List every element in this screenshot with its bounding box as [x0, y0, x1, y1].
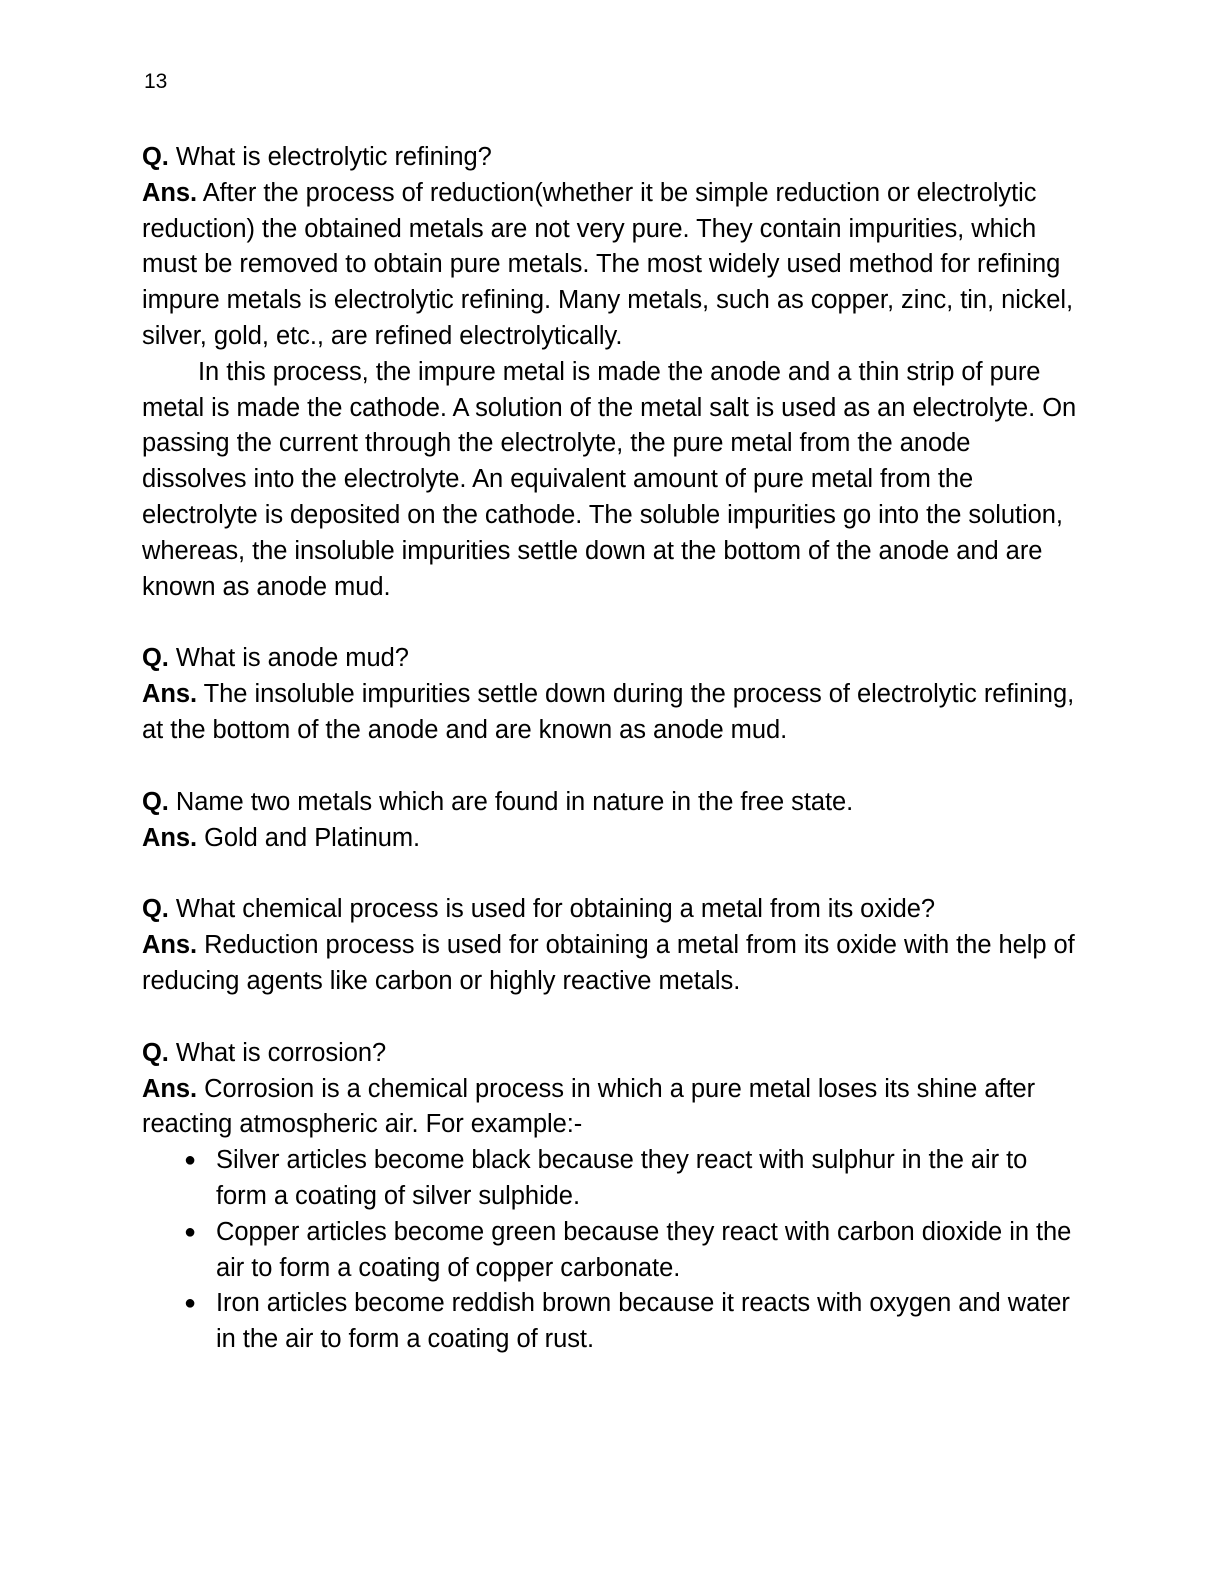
answer-text: Corrosion is a chemical process in which a pure metal loses its shine after reacting atmospheric air. For example:- — [142, 1074, 1036, 1139]
answer-line — [142, 176, 1078, 355]
corrosion-examples-list — [142, 1143, 1078, 1358]
list-item-text: Iron articles become reddish brown because it reacts with oxygen and water in the air to form a coating of rust. — [216, 1289, 1070, 1354]
question-text: What chemical process is used for obtaining a metal from its oxide? — [168, 895, 936, 924]
list-item-text: Silver articles become black because they react with sulphur in the air to form a coating of silver sulphide. — [216, 1146, 1028, 1210]
list-item — [142, 1143, 1078, 1215]
qa-block — [142, 641, 1078, 748]
question-text: What is anode mud? — [168, 644, 409, 673]
question-text: What is corrosion? — [168, 1038, 387, 1067]
answer-text: After the process of reduction(whether it be simple reduction or electrolytic reduction) the obtained metals are not very pure. They contain impurities, which must be removed to obtain pure metals. The most widely used method for refining impure metals is electrolytic refining. Many metals, such as copper, zinc, tin, nickel, silver, gold, etc., are refined electrolytically. — [142, 178, 1074, 350]
answer-label: Ans. — [142, 680, 198, 709]
question-line — [142, 641, 1078, 677]
question-line — [142, 892, 1078, 928]
bullet-icon: ● — [184, 1292, 197, 1315]
answer-extra-paragraph: In this process, the impure metal is made the anode and a thin strip of pure metal is made the cathode. A solution of the metal salt is used as an electrolyte. On passing the current through the electrolyte, the pure metal from the anode dissolves into the electrolyte. An equivalent amount of pure metal from the electrolyte is deposited on the cathode. The soluble impurities go into the solution, whereas, the insoluble impurities settle down at the bottom of the anode and are known as anode mud. — [142, 357, 1077, 601]
list-item — [142, 1286, 1078, 1358]
qa-block — [142, 785, 1078, 857]
document-body — [142, 140, 1078, 1358]
bullet-icon: ● — [184, 1149, 197, 1172]
question-label: Q. — [142, 1038, 169, 1067]
qa-block — [142, 892, 1078, 999]
answer-text: Reduction process is used for obtaining a metal from its oxide with the help of reducing agents like carbon or highly reactive metals. — [142, 931, 1075, 995]
answer-label: Ans. — [142, 178, 198, 207]
answer-line — [142, 1072, 1078, 1144]
page-number: 13 — [144, 70, 168, 93]
answer-text: Gold and Platinum. — [197, 823, 421, 852]
question-label: Q. — [142, 895, 169, 924]
answer-line — [142, 677, 1078, 749]
question-line — [142, 1036, 1078, 1072]
list-item — [142, 1215, 1078, 1287]
qa-block — [142, 1036, 1078, 1358]
question-label: Q. — [142, 143, 169, 171]
answer-line — [142, 928, 1078, 1000]
answer-label: Ans. — [142, 823, 198, 852]
answer-label: Ans. — [142, 1074, 198, 1103]
answer-label: Ans. — [142, 931, 198, 960]
bullet-icon: ● — [184, 1220, 197, 1243]
answer-text: The insoluble impurities settle down during the process of electrolytic refining, at the bottom of the anode and are known as anode mud. — [142, 680, 1075, 744]
list-item-text: Copper articles become green because they react with carbon dioxide in the air to form a coating of copper carbonate. — [216, 1217, 1072, 1282]
qa-block — [142, 140, 1078, 605]
answer-line — [142, 821, 1078, 857]
question-label: Q. — [142, 644, 169, 673]
question-line — [142, 785, 1078, 821]
question-line — [142, 140, 1078, 176]
question-text: What is electrolytic refining? — [168, 143, 492, 171]
question-label: Q. — [142, 787, 169, 816]
question-text: Name two metals which are found in nature in the free state. — [168, 787, 854, 816]
